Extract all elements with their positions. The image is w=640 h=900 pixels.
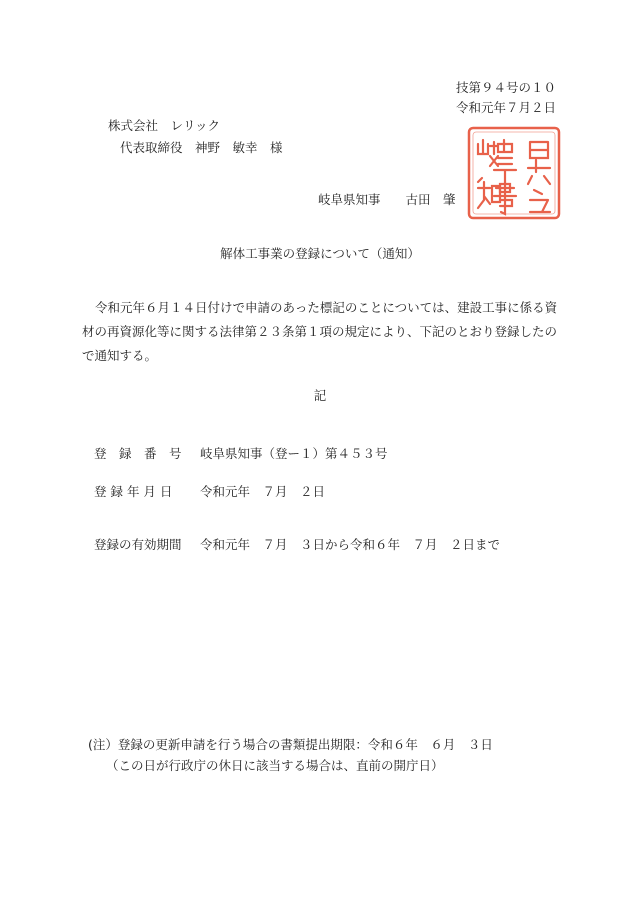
registration-date-label: 登 録 年 月 日 bbox=[94, 484, 173, 499]
note-line: (注）登録の更新申請を行う場合の書類提出期限：令和６年 ６月 ３日 bbox=[88, 737, 493, 752]
body-paragraph: 令和元年６月１４日付けで申請のあった標記のことについては、建設工事に係る資材の再資源化等に関する法律第２３条第１項の規定により、下記のとおり登録したので通知する。 bbox=[82, 300, 558, 363]
validity-period-value: 令和元年 ７月 ３日から令和６年 ７月 ２日まで bbox=[200, 537, 501, 552]
recipient-representative: 代表取締役 神野 敏幸 様 bbox=[120, 140, 283, 155]
document-number: 技第９４号の１０ bbox=[455, 80, 556, 95]
registration-number-value: 岐阜県知事（登ー１）第４５３号 bbox=[200, 446, 388, 461]
document-date: 令和元年７月２日 bbox=[455, 100, 556, 115]
note-subline: （この日が行政庁の休日に該当する場合は、直前の開庁日） bbox=[106, 758, 444, 773]
registration-date-value: 令和元年 ７月 ２日 bbox=[200, 484, 326, 499]
registration-number-label: 登 録 番 号 bbox=[94, 446, 182, 461]
document-title: 解体工事業の登録について（通知） bbox=[220, 246, 420, 261]
validity-period-label: 登録の有効期間 bbox=[94, 537, 182, 552]
official-seal bbox=[464, 124, 564, 222]
issuer-name: 岐阜県知事 古田 肇 bbox=[318, 192, 456, 207]
recipient-company: 株式会社 レリック bbox=[108, 118, 221, 133]
ki-heading: 記 bbox=[313, 388, 327, 403]
